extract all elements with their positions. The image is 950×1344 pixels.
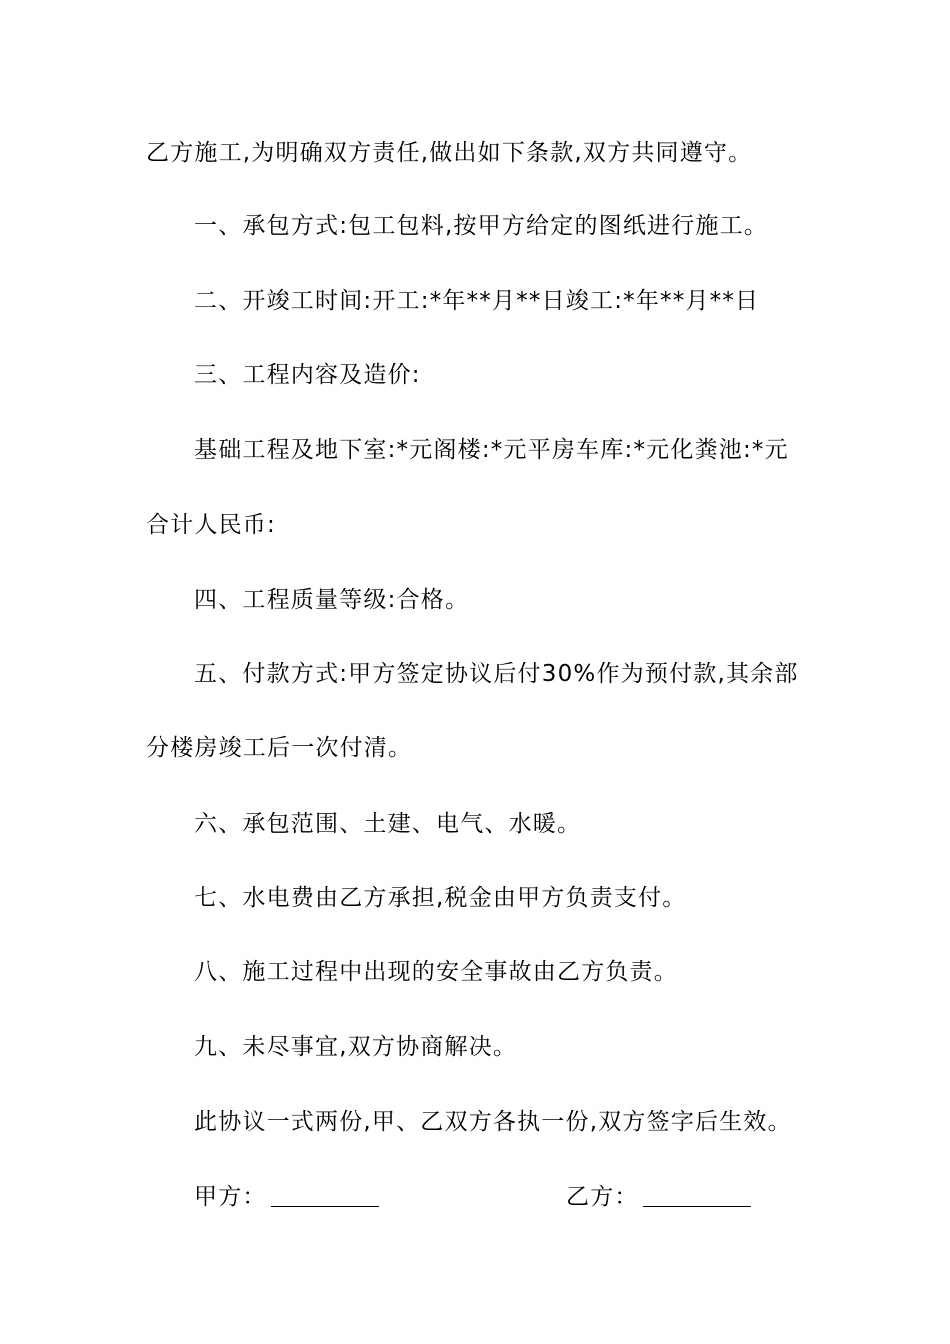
clause-3-items: 基础工程及地下室:*元阁楼:*元平房车库:*元化粪池:*元 [194,437,789,463]
clause-6-scope: 六、承包范围、土建、电气、水暖。 [194,811,582,837]
signature-row [0,1182,950,1216]
clause-1-contract-method: 一、承包方式:包工包料,按甲方给定的图纸进行施工。 [194,213,769,239]
clause-4-quality: 四、工程质量等级:合格。 [194,587,470,613]
clause-3-heading: 三、工程内容及造价: [194,362,421,388]
party-a-signature [194,1182,379,1212]
paragraph-intro-continuation: 乙方施工,为明确双方责任,做出如下条款,双方共同遵守。 [146,140,753,166]
party-b-signature [566,1182,751,1212]
clause-9-other: 九、未尽事宜,双方协商解决。 [194,1034,518,1060]
clause-8-safety: 八、施工过程中出现的安全事故由乙方负责。 [194,959,678,985]
clause-3-total: 合计人民币: [146,512,276,538]
party-a-signature-line[interactable] [271,1182,379,1207]
closing-statement: 此协议一式两份,甲、乙双方各执一份,双方签字后生效。 [194,1109,792,1135]
clause-7-fees: 七、水电费由乙方承担,税金由甲方负责支付。 [194,885,687,911]
clause-2-schedule: 二、开竣工时间:开工:*年**月**日竣工:*年**月**日 [194,288,760,314]
party-a-label: 甲方： [194,1184,267,1210]
clause-5-payment: 五、付款方式:甲方签定协议后付30%作为预付款,其余部 [194,661,799,687]
clause-5-payment-continued: 分楼房竣工后一次付清。 [146,735,413,761]
party-b-label: 乙方： [566,1184,639,1210]
party-b-signature-line[interactable] [643,1182,751,1207]
